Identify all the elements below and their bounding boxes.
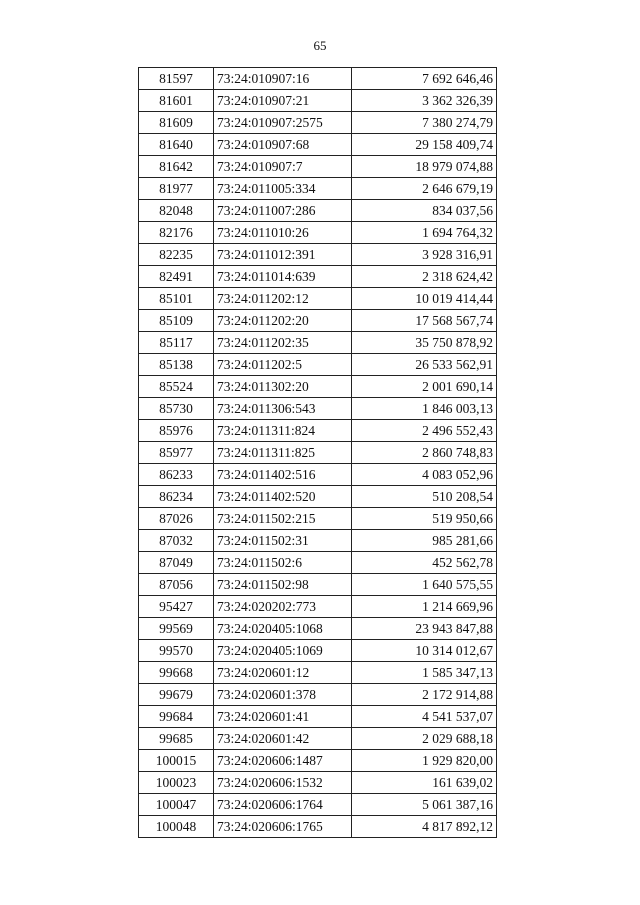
row-number-cell: 85117 — [139, 332, 214, 354]
cadastral-value-cell: 23 943 847,88 — [352, 618, 497, 640]
table-row — [139, 530, 497, 552]
cadastral-number-cell: 73:24:020606:1765 — [214, 816, 352, 838]
cadastral-number-cell: 73:24:011202:12 — [214, 288, 352, 310]
cadastral-number-cell: 73:24:011402:520 — [214, 486, 352, 508]
table-row — [139, 486, 497, 508]
row-number-cell: 99668 — [139, 662, 214, 684]
table-row — [139, 464, 497, 486]
table-row — [139, 750, 497, 772]
cadastral-number-cell: 73:24:020606:1532 — [214, 772, 352, 794]
row-number-cell: 85730 — [139, 398, 214, 420]
cadastral-value-table — [138, 67, 497, 838]
page-number: 65 — [313, 38, 327, 53]
table-row — [139, 640, 497, 662]
table-row — [139, 596, 497, 618]
row-number-cell: 82048 — [139, 200, 214, 222]
table-row — [139, 266, 497, 288]
cadastral-value-cell: 161 639,02 — [352, 772, 497, 794]
cadastral-value-cell: 29 158 409,74 — [352, 134, 497, 156]
row-number-cell: 99685 — [139, 728, 214, 750]
cadastral-number-cell: 73:24:020202:773 — [214, 596, 352, 618]
cadastral-value-cell: 985 281,66 — [352, 530, 497, 552]
cadastral-number-cell: 73:24:011306:543 — [214, 398, 352, 420]
cadastral-number-cell: 73:24:020601:42 — [214, 728, 352, 750]
cadastral-number-cell: 73:24:011502:98 — [214, 574, 352, 596]
row-number-cell: 99679 — [139, 684, 214, 706]
table-row — [139, 398, 497, 420]
row-number-cell: 81601 — [139, 90, 214, 112]
table-row — [139, 178, 497, 200]
cadastral-number-cell: 73:24:020606:1764 — [214, 794, 352, 816]
cadastral-value-cell: 2 496 552,43 — [352, 420, 497, 442]
cadastral-number-cell: 73:24:010907:21 — [214, 90, 352, 112]
table-row — [139, 794, 497, 816]
row-number-cell: 86233 — [139, 464, 214, 486]
row-number-cell: 81609 — [139, 112, 214, 134]
row-number-cell: 87026 — [139, 508, 214, 530]
cadastral-value-cell: 2 172 914,88 — [352, 684, 497, 706]
cadastral-value-cell: 5 061 387,16 — [352, 794, 497, 816]
cadastral-number-cell: 73:24:011012:391 — [214, 244, 352, 266]
cadastral-value-cell: 1 214 669,96 — [352, 596, 497, 618]
cadastral-value-cell: 1 640 575,55 — [352, 574, 497, 596]
cadastral-value-cell: 4 817 892,12 — [352, 816, 497, 838]
cadastral-value-cell: 3 928 316,91 — [352, 244, 497, 266]
cadastral-value-cell: 4 541 537,07 — [352, 706, 497, 728]
table-row — [139, 728, 497, 750]
cadastral-value-cell: 18 979 074,88 — [352, 156, 497, 178]
cadastral-value-cell: 17 568 567,74 — [352, 310, 497, 332]
row-number-cell: 87032 — [139, 530, 214, 552]
table-row — [139, 618, 497, 640]
row-number-cell: 85109 — [139, 310, 214, 332]
cadastral-number-cell: 73:24:020601:41 — [214, 706, 352, 728]
row-number-cell: 95427 — [139, 596, 214, 618]
cadastral-value-cell: 26 533 562,91 — [352, 354, 497, 376]
table-row — [139, 134, 497, 156]
row-number-cell: 100015 — [139, 750, 214, 772]
cadastral-value-cell: 35 750 878,92 — [352, 332, 497, 354]
cadastral-number-cell: 73:24:011311:825 — [214, 442, 352, 464]
cadastral-number-cell: 73:24:010907:68 — [214, 134, 352, 156]
row-number-cell: 99570 — [139, 640, 214, 662]
cadastral-value-cell: 834 037,56 — [352, 200, 497, 222]
table-row — [139, 310, 497, 332]
cadastral-value-cell: 2 001 690,14 — [352, 376, 497, 398]
row-number-cell: 100023 — [139, 772, 214, 794]
cadastral-value-cell: 3 362 326,39 — [352, 90, 497, 112]
cadastral-number-cell: 73:24:011005:334 — [214, 178, 352, 200]
row-number-cell: 100048 — [139, 816, 214, 838]
table-row — [139, 442, 497, 464]
row-number-cell: 85977 — [139, 442, 214, 464]
row-number-cell: 81640 — [139, 134, 214, 156]
row-number-cell: 81597 — [139, 68, 214, 90]
row-number-cell: 81977 — [139, 178, 214, 200]
cadastral-value-cell: 1 694 764,32 — [352, 222, 497, 244]
cadastral-number-cell: 73:24:010907:2575 — [214, 112, 352, 134]
cadastral-number-cell: 73:24:010907:7 — [214, 156, 352, 178]
row-number-cell: 85101 — [139, 288, 214, 310]
table-row — [139, 68, 497, 90]
table-row — [139, 552, 497, 574]
cadastral-value-cell: 452 562,78 — [352, 552, 497, 574]
cadastral-number-cell: 73:24:011014:639 — [214, 266, 352, 288]
row-number-cell: 87049 — [139, 552, 214, 574]
table-row — [139, 816, 497, 838]
cadastral-number-cell: 73:24:011311:824 — [214, 420, 352, 442]
cadastral-number-cell: 73:24:011302:20 — [214, 376, 352, 398]
row-number-cell: 85138 — [139, 354, 214, 376]
table-row — [139, 332, 497, 354]
table-body — [139, 68, 497, 838]
cadastral-number-cell: 73:24:010907:16 — [214, 68, 352, 90]
row-number-cell: 99569 — [139, 618, 214, 640]
cadastral-value-cell: 2 646 679,19 — [352, 178, 497, 200]
table-row — [139, 376, 497, 398]
row-number-cell: 100047 — [139, 794, 214, 816]
table-row — [139, 772, 497, 794]
cadastral-number-cell: 73:24:020606:1487 — [214, 750, 352, 772]
cadastral-number-cell: 73:24:011202:20 — [214, 310, 352, 332]
table-row — [139, 508, 497, 530]
table-row — [139, 200, 497, 222]
cadastral-value-cell: 2 029 688,18 — [352, 728, 497, 750]
table-row — [139, 156, 497, 178]
cadastral-number-cell: 73:24:011502:31 — [214, 530, 352, 552]
cadastral-value-cell: 2 318 624,42 — [352, 266, 497, 288]
table-row — [139, 112, 497, 134]
row-number-cell: 85524 — [139, 376, 214, 398]
cadastral-number-cell: 73:24:011502:215 — [214, 508, 352, 530]
row-number-cell: 82235 — [139, 244, 214, 266]
cadastral-number-cell: 73:24:020405:1068 — [214, 618, 352, 640]
cadastral-value-cell: 1 846 003,13 — [352, 398, 497, 420]
table-row — [139, 90, 497, 112]
table-row — [139, 354, 497, 376]
cadastral-number-cell: 73:24:020405:1069 — [214, 640, 352, 662]
cadastral-value-cell: 7 380 274,79 — [352, 112, 497, 134]
cadastral-value-cell: 10 019 414,44 — [352, 288, 497, 310]
cadastral-number-cell: 73:24:011010:26 — [214, 222, 352, 244]
row-number-cell: 82176 — [139, 222, 214, 244]
cadastral-value-cell: 1 929 820,00 — [352, 750, 497, 772]
cadastral-number-cell: 73:24:020601:378 — [214, 684, 352, 706]
table-row — [139, 684, 497, 706]
table-row — [139, 420, 497, 442]
row-number-cell: 82491 — [139, 266, 214, 288]
row-number-cell: 87056 — [139, 574, 214, 596]
cadastral-value-cell: 4 083 052,96 — [352, 464, 497, 486]
table-row — [139, 662, 497, 684]
cadastral-number-cell: 73:24:011502:6 — [214, 552, 352, 574]
cadastral-value-cell: 2 860 748,83 — [352, 442, 497, 464]
cadastral-number-cell: 73:24:011202:5 — [214, 354, 352, 376]
cadastral-value-cell: 7 692 646,46 — [352, 68, 497, 90]
table-row — [139, 706, 497, 728]
row-number-cell: 85976 — [139, 420, 214, 442]
cadastral-value-cell: 519 950,66 — [352, 508, 497, 530]
table-row — [139, 222, 497, 244]
cadastral-number-cell: 73:24:020601:12 — [214, 662, 352, 684]
cadastral-number-cell: 73:24:011007:286 — [214, 200, 352, 222]
row-number-cell: 86234 — [139, 486, 214, 508]
cadastral-value-cell: 510 208,54 — [352, 486, 497, 508]
row-number-cell: 81642 — [139, 156, 214, 178]
table-row — [139, 288, 497, 310]
cadastral-value-cell: 1 585 347,13 — [352, 662, 497, 684]
cadastral-value-cell: 10 314 012,67 — [352, 640, 497, 662]
row-number-cell: 99684 — [139, 706, 214, 728]
table-row — [139, 574, 497, 596]
cadastral-number-cell: 73:24:011402:516 — [214, 464, 352, 486]
cadastral-number-cell: 73:24:011202:35 — [214, 332, 352, 354]
table-row — [139, 244, 497, 266]
